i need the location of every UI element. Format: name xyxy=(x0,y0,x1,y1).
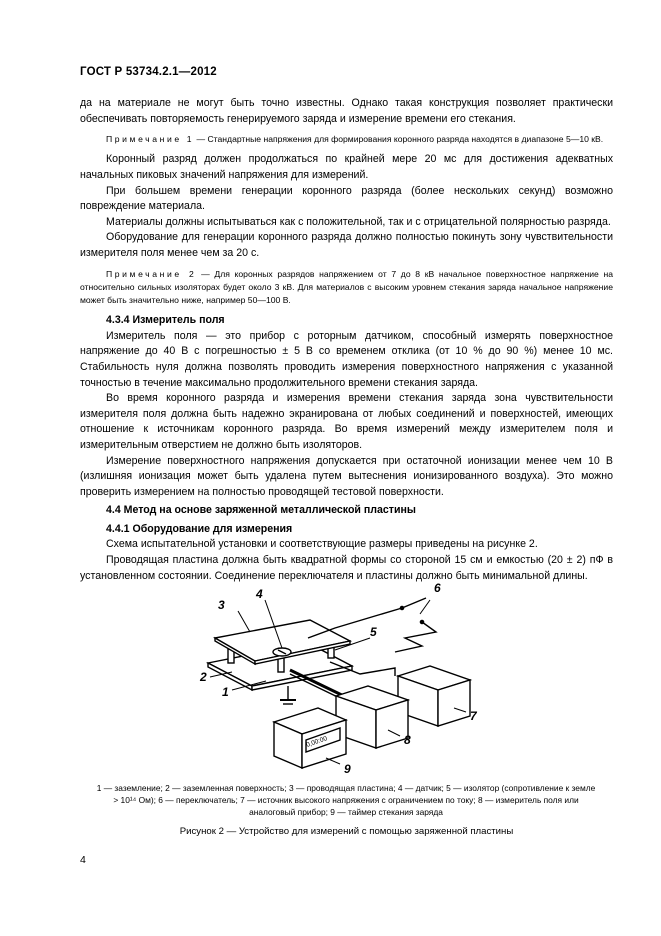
paragraph: Коронный разряд должен продолжаться по крайней мере 20 мс для достижения адекватных начальных пиковых значений напряжения для измерений. xyxy=(80,153,613,181)
note-label: Примечание 1 xyxy=(106,134,195,145)
figure-legend: 1 — заземление; 2 — заземленная поверхность; 3 — проводящая пластина; 4 — датчик; 5 — изолятор (сопротивление к земле > 10¹⁴ Ом); 6 — переключатель; 7 — источник высокого напряжения с ограничением по току; 8 — измеритель поля или аналоговый прибор; 9 — таймер стекания заряда xyxy=(96,783,596,817)
page-number: 4 xyxy=(80,854,86,866)
figure-label-9: 9 xyxy=(344,762,351,776)
timer-display-value: 0,00:00 xyxy=(305,735,329,749)
paragraph: Во время коронного разряда и измерения времени стекания заряда зона чувствительности измерителя поля должна быть надежно экранирована от любых соединений и поверхностей, имеющих отношение к источникам коронного разряда. Во время измерений между измерителем поля и измерительным отверстием не должно быть изоляторов. xyxy=(80,392,613,451)
figure-label-1: 1 xyxy=(222,685,229,699)
figure-label-2: 2 xyxy=(200,670,207,684)
note-text: — Стандартные напряжения для формирования коронного разряда находятся в диапазоне 5—10 кВ. xyxy=(194,134,604,145)
switch xyxy=(402,598,426,608)
paragraph: Проводящая пластина должна быть квадратной формы со стороной 15 см и емкостью (20 ± 2) пФ в установленном состоянии. Соединение переключателя и пластины должно быть минимальной длины. xyxy=(80,554,613,582)
section-heading-4-4: 4.4 Метод на основе заряженной металлической пластины xyxy=(106,504,416,517)
figure-2-diagram xyxy=(190,578,510,778)
note-2 xyxy=(80,268,613,308)
paragraph: Измеритель поля — это прибор с роторным датчиком, способный измерять поверхностное напряжение до 40 В с погрешностью ± 5 В со временем отклика (от 10 % до 90 %) менее 10 мс. Стабильность нуля должна позволять проводить измерения поверхностного напряжения с указанной точностью в течение максимально продолжительного времени стекания заряда. xyxy=(80,329,613,389)
paragraph: Измерение поверхностного напряжения допускается при остаточной ионизации менее чем 10 В (излишняя ионизация может быть удалена путем вытеснения ионизированного воздуха). Это можно проверить измерением на полностью проводящей тестовой поверхности. xyxy=(80,454,613,498)
note-1 xyxy=(80,133,613,146)
figure-label-8: 8 xyxy=(404,733,411,747)
section-heading-4-3-4: 4.3.4 Измеритель поля xyxy=(106,314,225,327)
paragraph: Схема испытательной установки и соответствующие размеры приведены на рисунке 2. xyxy=(106,538,538,551)
figure-label-6: 6 xyxy=(434,581,441,595)
figure-title: Рисунок 2 — Устройство для измерений с помощью заряженной пластины xyxy=(179,826,514,837)
figure-label-4: 4 xyxy=(256,587,263,601)
figure-label-3: 3 xyxy=(218,598,225,612)
paragraph: да на материале не могут быть точно известны. Однако такая конструкция позволяет практически обеспечивать повторяемость генерируемого заряда и измерение времени его стекания. xyxy=(80,97,613,125)
body-text xyxy=(80,96,613,584)
figure-label-7: 7 xyxy=(470,709,477,723)
note-text: — Для коронных разрядов напряжением от 7 до 8 кВ начальное поверхностное напряжение на относительно сильных изоляторах будет около 3 кВ. Для материалов с высоким уровнем стекания заряда начальное напряжение может быть значительно ниже, например 50—100 В. xyxy=(80,268,613,305)
note-label: Примечание 2 xyxy=(106,268,197,279)
section-heading-4-4-1: 4.4.1 Оборудование для измерения xyxy=(106,522,293,535)
paragraph: Оборудование для генерации коронного разряда должно полностью покинуть зону чувствительности измерителя поля менее чем за 20 с. xyxy=(80,231,613,259)
paragraph: При большем времени генерации коронного разряда (более нескольких секунд) возможно повреждение материала. xyxy=(80,184,613,213)
figure-label-5: 5 xyxy=(370,625,377,639)
document-header: ГОСТ Р 53734.2.1—2012 xyxy=(80,66,217,78)
paragraph: Материалы должны испытываться как с положительной, так и с отрицательной полярностью разряда. xyxy=(106,215,611,228)
